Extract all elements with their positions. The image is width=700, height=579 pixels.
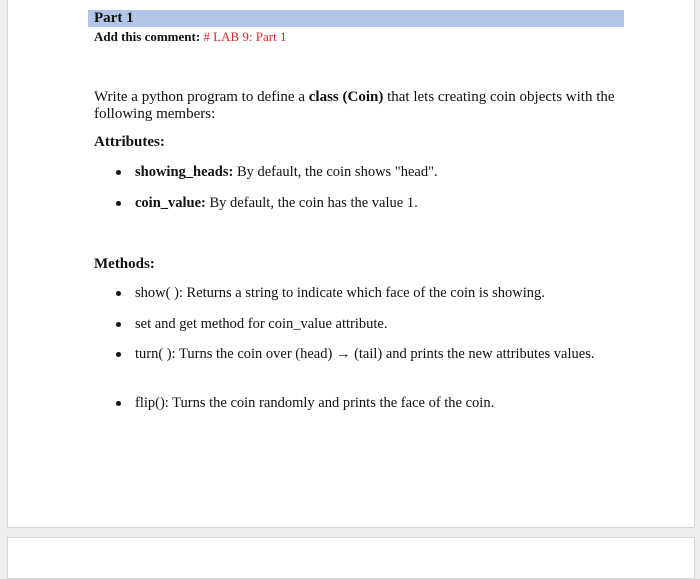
part-title: Part 1: [94, 10, 134, 26]
bullet-icon: [116, 401, 121, 406]
attribute-desc: By default, the coin shows "head".: [233, 164, 438, 180]
attribute-name: coin_value:: [135, 195, 206, 211]
attribute-item: [135, 164, 615, 181]
method-item: [135, 285, 615, 302]
methods-heading: Methods:: [94, 256, 155, 272]
next-page: [7, 537, 695, 579]
method-item: [135, 395, 615, 412]
attribute-desc: By default, the coin has the value 1.: [205, 195, 418, 211]
intro-text-before: Write a python program to define a: [94, 89, 309, 105]
method-text: show( ): Returns a string to indicate which face of the coin is showing.: [135, 285, 545, 301]
heading-bar: [88, 10, 624, 27]
bullet-icon: [116, 322, 121, 327]
attribute-name: showing_heads:: [135, 164, 234, 180]
attribute-item: [135, 195, 615, 212]
document-page: [7, 0, 695, 528]
method-text: set and get method for coin_value attribute.: [135, 316, 388, 332]
bullet-icon: [116, 201, 121, 206]
method-text: flip(): Turns the coin randomly and prints the face of the coin.: [135, 395, 495, 411]
comment-instruction: [94, 29, 286, 45]
comment-code: # LAB 9: Part 1: [203, 29, 287, 44]
intro-text-bold: class (Coin): [308, 89, 384, 105]
attributes-heading: Attributes:: [94, 134, 165, 150]
bullet-icon: [116, 170, 121, 175]
intro-paragraph: [94, 89, 634, 123]
method-item: [135, 346, 605, 363]
method-text: turn( ): Turns the coin over (head) → (tail) and prints the new attributes values.: [135, 346, 595, 362]
comment-label: Add this comment:: [94, 29, 201, 44]
method-item: [135, 316, 615, 333]
bullet-icon: [116, 352, 121, 357]
bullet-icon: [116, 291, 121, 296]
intro-text-after: that lets creating coin objects with the following members:: [94, 89, 615, 122]
